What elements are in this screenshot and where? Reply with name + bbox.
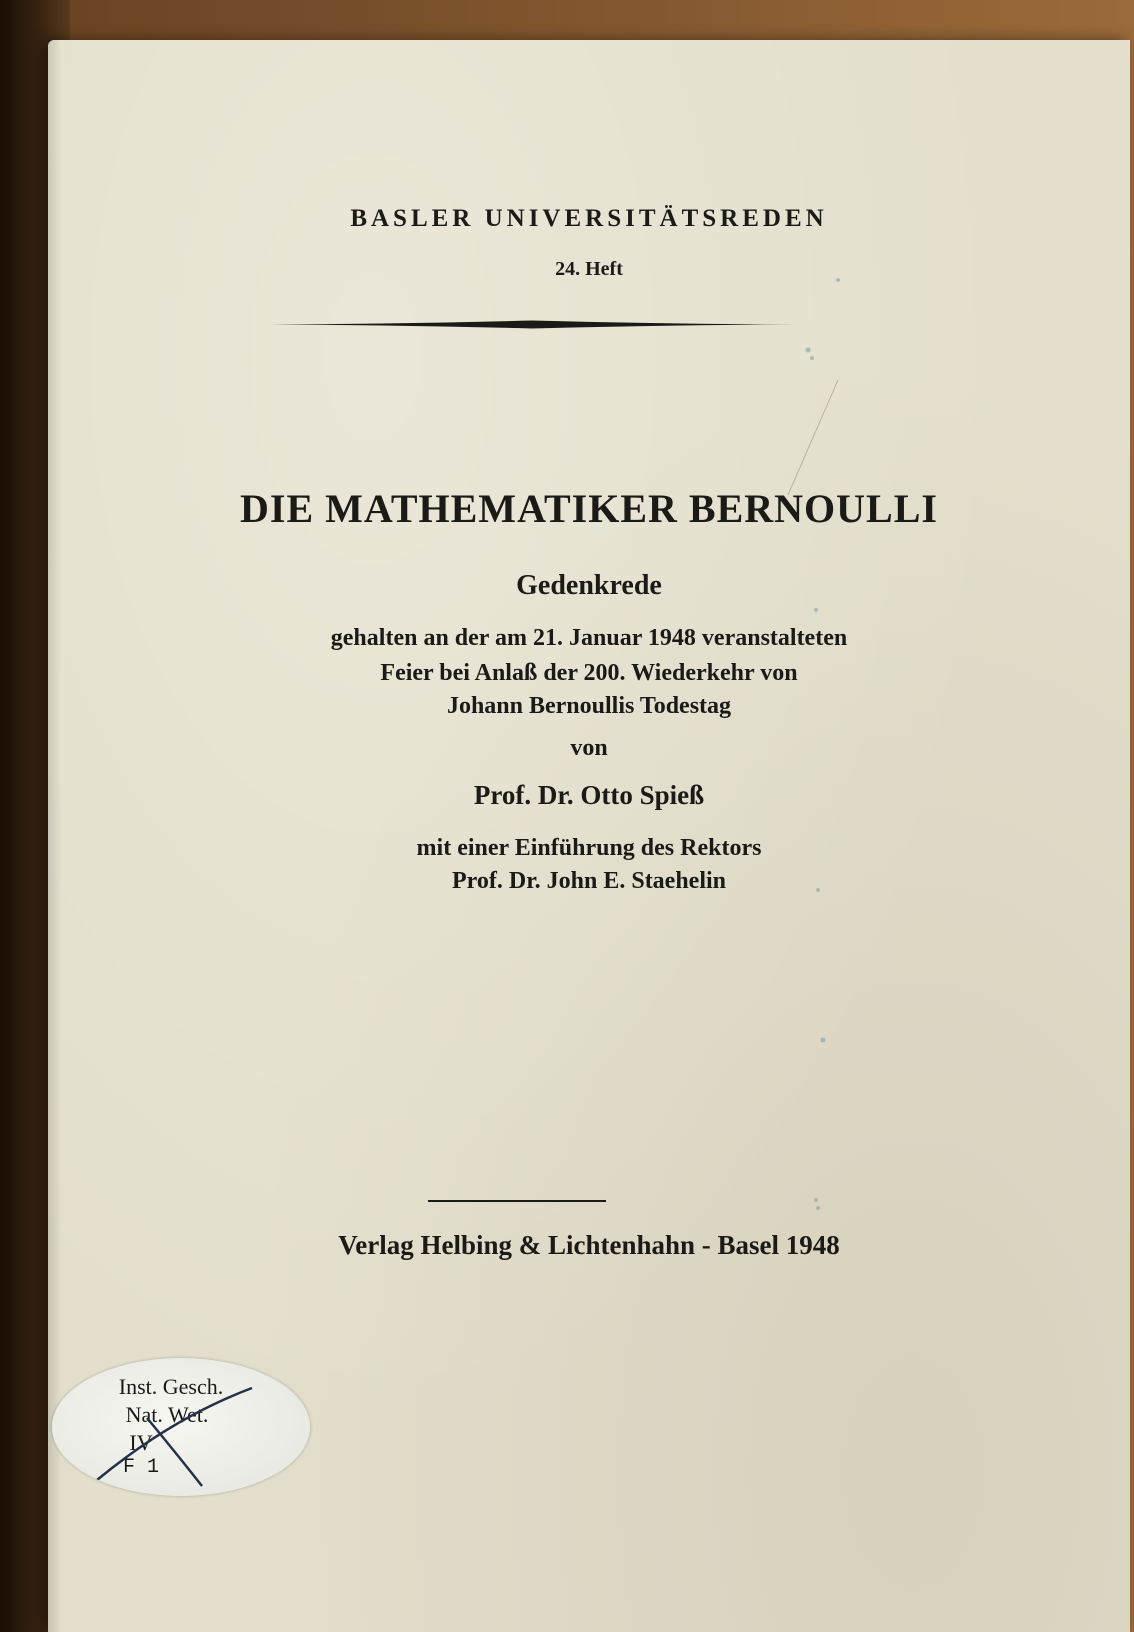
issue-number: 24. Heft [555, 258, 623, 280]
by-label: von [570, 735, 608, 761]
author-name: Prof. Dr. Otto Spieß [473, 780, 705, 810]
publisher-imprint: Verlag Helbing & Lichtenhahn - Basel 1948 [338, 1230, 840, 1260]
introduction-line: Prof. Dr. John E. Staehelin [451, 868, 727, 894]
tapered-rule [270, 320, 795, 329]
label-line: F 1 [122, 1456, 159, 1479]
series-title: BASLER UNIVERSITÄTSREDEN [350, 205, 828, 232]
occasion-line: gehalten an der am 21. Januar 1948 veranstalteten [330, 625, 848, 651]
main-title: DIE MATHEMATIKER BERNOULLI [240, 486, 938, 531]
introduction-line: mit einer Einführung des Rektors [416, 835, 762, 861]
subtitle: Gedenkrede [516, 570, 662, 601]
label-line: Nat. Wet. [125, 1402, 209, 1427]
library-label-sticker [52, 1358, 310, 1496]
label-line: Inst. Gesch. [118, 1374, 224, 1399]
publisher-rule [428, 1200, 606, 1202]
cross-out-mark [52, 1358, 310, 1496]
occasion-line: Johann Bernoullis Todestag [446, 693, 732, 719]
label-line: IV [129, 1430, 153, 1455]
occasion-line: Feier bei Anlaß der 200. Wiederkehr von [380, 660, 798, 686]
